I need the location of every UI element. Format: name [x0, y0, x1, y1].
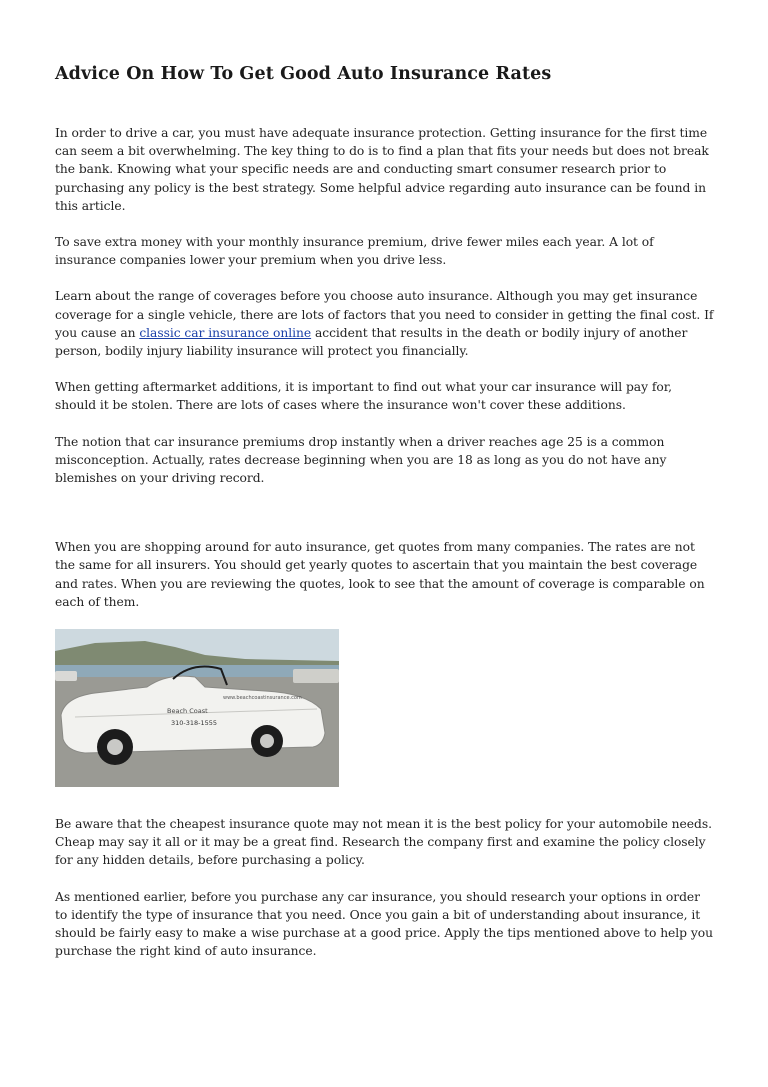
paragraph-cheapest-quote: Be aware that the cheapest insurance quote may not mean it is the best policy for your automobile needs. Cheap may say it all or it may be a great find. Research the company first and examine the policy closely for any hidden details, before purchasing a policy. — [55, 817, 712, 868]
photo-parked-car — [55, 671, 77, 681]
paragraph-coverages — [55, 287, 715, 360]
paragraph-intro: In order to drive a car, you must have adequate insurance protection. Getting insurance for the first time can seem a bit overwhelming. The key thing to do is to find a plan that fits your needs but does not break the bank. Knowing what your specific needs are and conducting smart consumer research prior to purchasing any policy is the best strategy. Some helpful advice regarding auto insurance can be found in this article. — [55, 126, 709, 213]
paragraph-drive-fewer-miles: To save extra money with your monthly insurance premium, drive fewer miles each year. A lot of insurance companies lower your premium when you drive less. — [55, 235, 654, 268]
document-page — [55, 60, 715, 978]
article-title: Advice On How To Get Good Auto Insurance Rates — [55, 64, 552, 84]
photo-van — [293, 669, 339, 683]
photo-website-text: www.beachcoastinsurance.com — [223, 695, 302, 702]
paragraph-coverages-text-before: Learn about the range of coverages before you choose auto insurance. Although you may get insurance coverage for a single vehicle, there are lots of factors that you need to consider in getting the final cost. If you cause an — [55, 289, 714, 340]
photo-door-brand: Beach Coast — [167, 707, 208, 716]
photo-door-phone: 310-318-1555 — [171, 719, 218, 728]
paragraph-age-25: The notion that car insurance premiums drop instantly when a driver reaches age 25 is a common misconception. Actually, rates decrease beginning when you are 18 as long as you do not have any blemishes on your driving record. — [55, 434, 667, 486]
paragraph-coverages-text-after: accident that results in the death or bodily injury of another person, bodily injury liability insurance will protect you financially. — [55, 325, 688, 359]
paragraph-conclusion: As mentioned earlier, before you purchase any car insurance, you should research your options in order to identify the type of insurance that you need. Once you gain a bit of understanding about insurance, it should be fairly easy to make a wise purchase at a good price. Apply the tips mentioned above to help you purchase the right kind of auto insurance. — [55, 889, 713, 959]
convertible-car-photo — [55, 629, 339, 787]
paragraph-shopping-quotes: When you are shopping around for auto insurance, get quotes from many companies. The rates are not the same for all insurers. You should get yearly quotes to ascertain that you maintain the best coverage and rates. When you are reviewing the quotes, look to see that the amount of coverage is comparable on each of them. — [55, 540, 705, 609]
classic-car-insurance-link[interactable]: classic car insurance online — [139, 325, 312, 340]
paragraph-aftermarket: When getting aftermarket additions, it is important to find out what your car insurance will pay for, should it be stolen. There are lots of cases where the insurance won't cover these additions. — [55, 380, 673, 413]
